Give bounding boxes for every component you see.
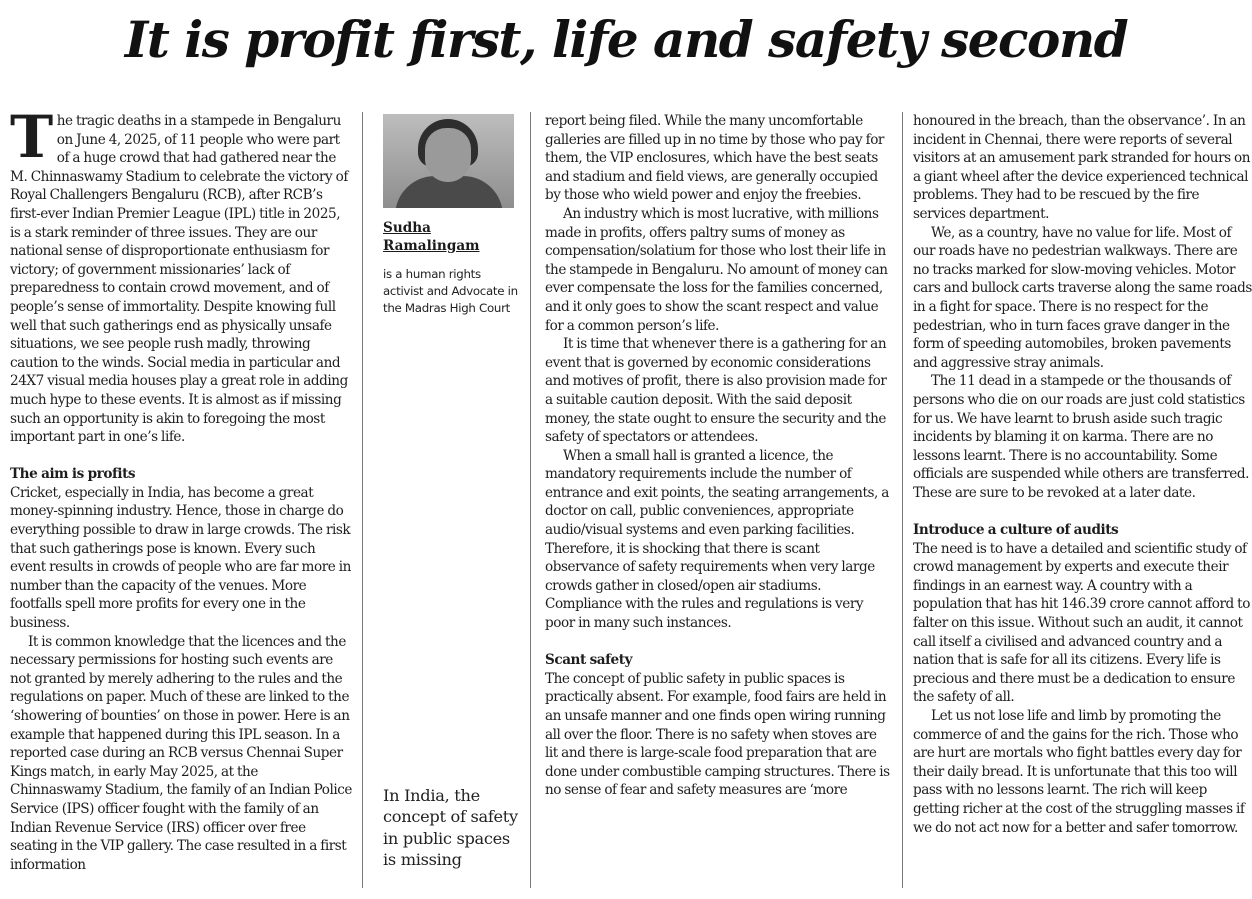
- paragraph: Let us not lose life and limb by promoting the commerce of and the gains for the rich. Those who are hurt are mortals who fight battles every day for their daily bread. It is unfortunate that this too will pass with no lessons learnt. The rich will keep getting richer at the cost of the struggling masses if we do not act now for a better and safer tomorrow.: [913, 708, 1245, 836]
- column-divider: [530, 112, 531, 888]
- author-name[interactable]: Sudha Ramalingam: [383, 220, 480, 254]
- headline: It is profit first, life and safety second: [124, 10, 1128, 69]
- paragraph: The 11 dead in a stampede or the thousands of persons who die on our roads are just cold statistics for us. We have learnt to brush aside such tragic incidents by blaming it on karma. There are no lessons learnt. There is no accountability. Some officials are suspended while others are transferred. These are sure to be revoked at a later date.: [913, 373, 1249, 501]
- article-column-3: [545, 112, 891, 892]
- pull-quote: In India, the concept of safety in public spaces is missing: [383, 786, 518, 869]
- article-column-1: [10, 112, 352, 892]
- column-divider: [362, 112, 363, 888]
- paragraph: honoured in the breach, than the observance’. In an incident in Chennai, there were reports of several visitors at an amusement park stranded for hours on a giant wheel after the device experienced technical problems. They had to be rescued by the fire services department.: [913, 113, 1251, 222]
- column-divider: [902, 112, 903, 888]
- paragraph: The concept of public safety in public spaces is practically absent. For example, food fairs are held in an unsafe manner and one finds open wiring running all over the floor. There is no safety when stoves are lit and there is large-scale food preparation that are done under combustible camping structures. There is no sense of fear and safety measures are ‘more: [545, 670, 890, 799]
- paragraph: An industry which is most lucrative, with millions made in profits, offers paltry sums of money as compensation/solatium for those who lost their life in the stampede in Bengaluru. No amount of money can ever compensate the loss for the families concerned, and it only goes to show the scant respect and value for a common person’s life.: [545, 205, 888, 334]
- author-bio: is a human rights activist and Advocate in the Madras High Court: [383, 267, 518, 315]
- subheading-aim: The aim is profits: [10, 466, 136, 483]
- author-photo: [383, 114, 514, 208]
- paragraph: [10, 112, 352, 447]
- subheading-audits: Introduce a culture of audits: [913, 522, 1119, 539]
- paragraph: The need is to have a detailed and scientific study of crowd management by experts and execute their findings in an earnest way. A country with a population that has hit 146.39 crore cannot afford to falter on this issue. Without such an audit, it cannot call itself a civilised and advanced country and a nation that is safe for all its citizens. Every life is precious and there must be a dedication to ensure the safety of all.: [913, 540, 1250, 706]
- subheading-scant-safety: Scant safety: [545, 652, 633, 669]
- paragraph: It is time that whenever there is a gathering for an event that is governed by economic considerations and motives of profit, there is also provision made for a suitable caution deposit. With the said deposit money, the state ought to ensure the security and the safety of spectators or attendees.: [545, 336, 887, 446]
- drop-cap: T: [10, 112, 53, 171]
- paragraph: When a small hall is granted a licence, the mandatory requirements include the number of entrance and exit points, the seating arrangements, a doctor on call, public conveniences, appropriate audio/visual systems and even parking facilities. Therefore, it is shocking that there is scant observance of safety requirements when very large crowds gather in closed/open air stadiums. Compliance with the rules and regulations is very poor in many such instances.: [545, 447, 889, 632]
- paragraph: report being filed. While the many uncomfortable galleries are filled up in no time by those who pay for them, the VIP enclosures, which have the best seats and stadium and field views, are generally occupied by those who wield power and enjoy the freebies.: [545, 113, 884, 204]
- paragraph: Cricket, especially in India, has become a great money-spinning industry. Hence, those in charge do everything possible to draw in large crowds. The risk that such gatherings pose is known. Every such event results in crowds of people who are far more in number than the capacity of the venues. More footfalls spell more profits for every one in the business.: [10, 484, 351, 632]
- paragraph: It is common knowledge that the licences and the necessary permissions for hosting such events are not granted by merely adhering to the rules and the regulations on paper. Much of these are linked to the ‘showering of bounties’ on those in power. Here is an example that happened during this IPL season. In a reported case during an RCB versus Chennai Super Kings match, in early May 2025, at the Chinnaswamy Stadium, the family of an Indian Police Service (IPS) officer fought with the family of an Indian Revenue Service (IRS) officer over free seating in the VIP gallery. The case resulted in a first information: [10, 633, 352, 873]
- paragraph-text: he tragic deaths in a stampede in Bengaluru on June 4, 2025, of 11 people who were part of a huge crowd that had gathered near the M. Chinnaswamy Stadium to celebrate the victory of Royal Challengers Bengaluru (RCB), after RCB’s first-ever Indian Premier League (IPL) title in 2025, is a stark reminder of three issues. They are our national sense of disproportionate enthusiasm for victory; of government missionaries’ lack of preparedness to contain crowd movement, and of people’s sense of immortality. Despite knowing full well that such gatherings end as physically unsafe situations, we see people rush madly, throwing caution to the winds. Social media in particular and 24X7 visual media houses play a great role in adding much hype to these events. It is almost as if missing such an opportunity is akin to foregoing the most important part in one’s life.: [10, 113, 348, 446]
- article-column-4: [913, 112, 1252, 892]
- paragraph: We, as a country, have no value for life. Most of our roads have no pedestrian walkways. There are no tracks marked for slow-moving vehicles. Motor cars and bullock carts traverse along the same roads in a fight for space. There is no respect for the pedestrian, who in turn faces grave danger in the form of speeding automobiles, broken pavements and aggressive stray animals.: [913, 224, 1252, 371]
